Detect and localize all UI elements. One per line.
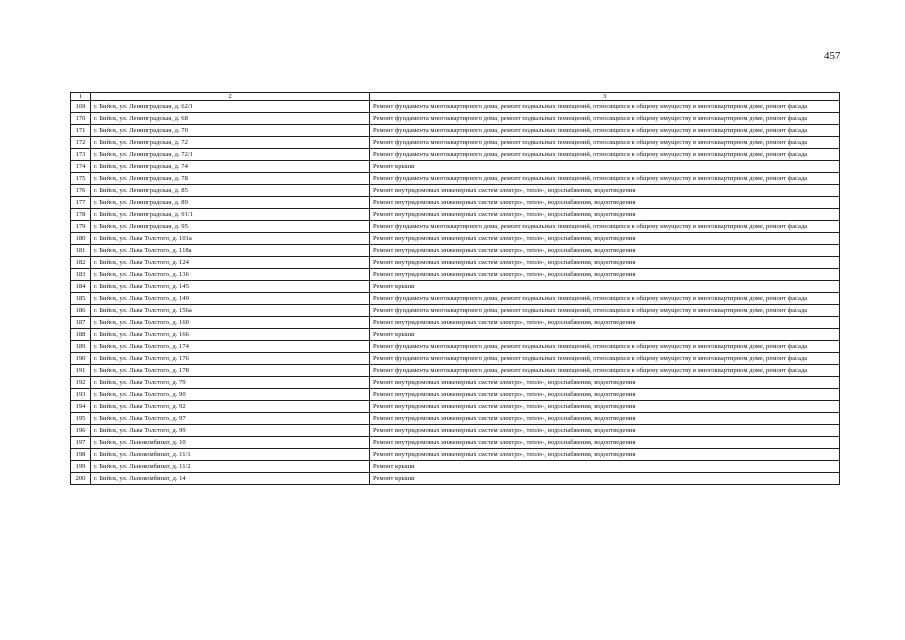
- row-address: г. Бийск, ул. Ленинградская, д. 72: [91, 137, 370, 149]
- row-address: г. Бийск, ул. Ленинградская, д. 74: [91, 161, 370, 173]
- row-address: г. Бийск, ул. Льва Толстого, д. 97: [91, 413, 370, 425]
- row-number: 173: [71, 149, 91, 161]
- table-row: [71, 353, 840, 365]
- column-header-address: 2: [91, 93, 370, 101]
- row-work-type: Ремонт фундамента многоквартирного дома, ремонт подвальных помещений, относящихся к общему имуществу в многоквартирном доме, ремонт фасада: [370, 305, 840, 317]
- row-address: г. Бийск, ул. Льнокомбинат, д. 10: [91, 437, 370, 449]
- row-address: г. Бийск, ул. Льва Толстого, д. 156а: [91, 305, 370, 317]
- table-row: [71, 389, 840, 401]
- row-number: 177: [71, 197, 91, 209]
- table-row: [71, 161, 840, 173]
- row-address: г. Бийск, ул. Ленинградская, д. 68: [91, 113, 370, 125]
- row-work-type: Ремонт крыши: [370, 461, 840, 473]
- row-address: г. Бийск, ул. Ленинградская, д. 91/1: [91, 209, 370, 221]
- row-number: 169: [71, 101, 91, 113]
- row-address: г. Бийск, ул. Льва Толстого, д. 136: [91, 269, 370, 281]
- table-row: [71, 125, 840, 137]
- row-work-type: Ремонт внутридомовых инженерных систем электро-, тепло-, водоснабжения, водоотведения: [370, 437, 840, 449]
- row-work-type: Ремонт внутридомовых инженерных систем электро-, тепло-, водоснабжения, водоотведения: [370, 269, 840, 281]
- table-row: [71, 185, 840, 197]
- row-number: 200: [71, 473, 91, 485]
- row-address: г. Бийск, ул. Льва Толстого, д. 149: [91, 293, 370, 305]
- table-row: [71, 197, 840, 209]
- row-address: г. Бийск, ул. Ленинградская, д. 85: [91, 185, 370, 197]
- row-address: г. Бийск, ул. Льва Толстого, д. 79: [91, 377, 370, 389]
- table-header-row: [71, 93, 840, 101]
- row-number: 189: [71, 341, 91, 353]
- row-address: г. Бийск, ул. Льва Толстого, д. 160: [91, 317, 370, 329]
- row-number: 176: [71, 185, 91, 197]
- table-row: [71, 173, 840, 185]
- row-address: г. Бийск, ул. Ленинградская, д. 89: [91, 197, 370, 209]
- row-number: 190: [71, 353, 91, 365]
- row-number: 174: [71, 161, 91, 173]
- row-address: г. Бийск, ул. Льва Толстого, д. 166: [91, 329, 370, 341]
- row-work-type: Ремонт внутридомовых инженерных систем электро-, тепло-, водоснабжения, водоотведения: [370, 233, 840, 245]
- table-row: [71, 137, 840, 149]
- row-number: 191: [71, 365, 91, 377]
- row-work-type: Ремонт внутридомовых инженерных систем электро-, тепло-, водоснабжения, водоотведения: [370, 401, 840, 413]
- row-address: г. Бийск, ул. Льва Толстого, д. 118а: [91, 245, 370, 257]
- table-body: [71, 101, 840, 485]
- row-work-type: Ремонт крыши: [370, 329, 840, 341]
- row-work-type: Ремонт внутридомовых инженерных систем электро-, тепло-, водоснабжения, водоотведения: [370, 425, 840, 437]
- row-address: г. Бийск, ул. Льнокомбинат, д. 11/1: [91, 449, 370, 461]
- row-number: 193: [71, 389, 91, 401]
- row-number: 188: [71, 329, 91, 341]
- table-row: [71, 209, 840, 221]
- row-number: 199: [71, 461, 91, 473]
- column-header-work-type: 3: [370, 93, 840, 101]
- table-row: [71, 281, 840, 293]
- row-work-type: Ремонт фундамента многоквартирного дома, ремонт подвальных помещений, относящихся к общему имуществу в многоквартирном доме, ремонт фасада: [370, 173, 840, 185]
- row-work-type: Ремонт внутридомовых инженерных систем электро-, тепло-, водоснабжения, водоотведения: [370, 389, 840, 401]
- row-address: г. Бийск, ул. Льнокомбинат, д. 11/2: [91, 461, 370, 473]
- column-header-number: 1: [71, 93, 91, 101]
- row-work-type: Ремонт внутридомовых инженерных систем электро-, тепло-, водоснабжения, водоотведения: [370, 377, 840, 389]
- row-address: г. Бийск, ул. Льва Толстого, д. 178: [91, 365, 370, 377]
- row-number: 180: [71, 233, 91, 245]
- row-address: г. Бийск, ул. Ленинградская, д. 70: [91, 125, 370, 137]
- row-number: 175: [71, 173, 91, 185]
- table-row: [71, 365, 840, 377]
- row-work-type: Ремонт фундамента многоквартирного дома, ремонт подвальных помещений, относящихся к общему имуществу в многоквартирном доме, ремонт фасада: [370, 113, 840, 125]
- row-number: 196: [71, 425, 91, 437]
- row-work-type: Ремонт внутридомовых инженерных систем электро-, тепло-, водоснабжения, водоотведения: [370, 185, 840, 197]
- table-row: [71, 425, 840, 437]
- row-number: 192: [71, 377, 91, 389]
- table-row: [71, 473, 840, 485]
- row-work-type: Ремонт фундамента многоквартирного дома, ремонт подвальных помещений, относящихся к общему имуществу в многоквартирном доме, ремонт фасада: [370, 149, 840, 161]
- table-row: [71, 461, 840, 473]
- row-address: г. Бийск, ул. Ленинградская, д. 78: [91, 173, 370, 185]
- row-work-type: Ремонт фундамента многоквартирного дома, ремонт подвальных помещений, относящихся к общему имуществу в многоквартирном доме, ремонт фасада: [370, 221, 840, 233]
- row-work-type: Ремонт крыши: [370, 161, 840, 173]
- row-number: 195: [71, 413, 91, 425]
- row-work-type: Ремонт фундамента многоквартирного дома, ремонт подвальных помещений, относящихся к общему имуществу в многоквартирном доме, ремонт фасада: [370, 341, 840, 353]
- row-work-type: Ремонт внутридомовых инженерных систем электро-, тепло-, водоснабжения, водоотведения: [370, 209, 840, 221]
- table-row: [71, 341, 840, 353]
- row-address: г. Бийск, ул. Льва Толстого, д. 145: [91, 281, 370, 293]
- row-number: 179: [71, 221, 91, 233]
- table-row: [71, 377, 840, 389]
- row-address: г. Бийск, ул. Льва Толстого, д. 92: [91, 401, 370, 413]
- row-work-type: Ремонт крыши: [370, 281, 840, 293]
- table-row: [71, 245, 840, 257]
- row-number: 198: [71, 449, 91, 461]
- row-work-type: Ремонт внутридомовых инженерных систем электро-, тепло-, водоснабжения, водоотведения: [370, 317, 840, 329]
- row-work-type: Ремонт крыши: [370, 473, 840, 485]
- row-work-type: Ремонт внутридомовых инженерных систем электро-, тепло-, водоснабжения, водоотведения: [370, 257, 840, 269]
- row-address: г. Бийск, ул. Льва Толстого, д. 124: [91, 257, 370, 269]
- row-number: 181: [71, 245, 91, 257]
- row-number: 186: [71, 305, 91, 317]
- row-address: г. Бийск, ул. Ленинградская, д. 95: [91, 221, 370, 233]
- row-number: 178: [71, 209, 91, 221]
- row-number: 194: [71, 401, 91, 413]
- row-number: 197: [71, 437, 91, 449]
- table-row: [71, 233, 840, 245]
- table-row: [71, 413, 840, 425]
- table-row: [71, 113, 840, 125]
- row-address: г. Бийск, ул. Льва Толстого, д. 99: [91, 425, 370, 437]
- row-work-type: Ремонт внутридомовых инженерных систем электро-, тепло-, водоснабжения, водоотведения: [370, 197, 840, 209]
- row-address: г. Бийск, ул. Льва Толстого, д. 176: [91, 353, 370, 365]
- row-number: 172: [71, 137, 91, 149]
- row-work-type: Ремонт фундамента многоквартирного дома, ремонт подвальных помещений, относящихся к общему имуществу в многоквартирном доме, ремонт фасада: [370, 137, 840, 149]
- page-number: 457: [824, 50, 841, 62]
- table-row: [71, 101, 840, 113]
- table-row: [71, 293, 840, 305]
- row-number: 182: [71, 257, 91, 269]
- repair-register-table: [70, 92, 840, 485]
- row-address: г. Бийск, ул. Ленинградская, д. 62/1: [91, 101, 370, 113]
- table-row: [71, 317, 840, 329]
- row-work-type: Ремонт фундамента многоквартирного дома, ремонт подвальных помещений, относящихся к общему имуществу в многоквартирном доме, ремонт фасада: [370, 125, 840, 137]
- table-row: [71, 257, 840, 269]
- row-number: 184: [71, 281, 91, 293]
- row-number: 187: [71, 317, 91, 329]
- row-address: г. Бийск, ул. Льва Толстого, д. 174: [91, 341, 370, 353]
- table-row: [71, 401, 840, 413]
- table-row: [71, 305, 840, 317]
- row-number: 185: [71, 293, 91, 305]
- row-work-type: Ремонт фундамента многоквартирного дома, ремонт подвальных помещений, относящихся к общему имуществу в многоквартирном доме, ремонт фасада: [370, 353, 840, 365]
- row-number: 170: [71, 113, 91, 125]
- row-address: г. Бийск, ул. Ленинградская, д. 72/1: [91, 149, 370, 161]
- table-row: [71, 329, 840, 341]
- row-work-type: Ремонт внутридомовых инженерных систем электро-, тепло-, водоснабжения, водоотведения: [370, 245, 840, 257]
- row-address: г. Бийск, ул. Льнокомбинат, д. 14: [91, 473, 370, 485]
- table-row: [71, 269, 840, 281]
- row-number: 183: [71, 269, 91, 281]
- table-row: [71, 149, 840, 161]
- row-number: 171: [71, 125, 91, 137]
- row-work-type: Ремонт внутридомовых инженерных систем электро-, тепло-, водоснабжения, водоотведения: [370, 413, 840, 425]
- row-work-type: Ремонт фундамента многоквартирного дома, ремонт подвальных помещений, относящихся к общему имуществу в многоквартирном доме, ремонт фасада: [370, 101, 840, 113]
- table-row: [71, 437, 840, 449]
- table-row: [71, 221, 840, 233]
- row-address: г. Бийск, ул. Льва Толстого, д. 90: [91, 389, 370, 401]
- row-address: г. Бийск, ул. Льва Толстого, д. 101а: [91, 233, 370, 245]
- row-work-type: Ремонт внутридомовых инженерных систем электро-, тепло-, водоснабжения, водоотведения: [370, 449, 840, 461]
- row-work-type: Ремонт фундамента многоквартирного дома, ремонт подвальных помещений, относящихся к общему имуществу в многоквартирном доме, ремонт фасада: [370, 293, 840, 305]
- table-row: [71, 449, 840, 461]
- row-work-type: Ремонт фундамента многоквартирного дома, ремонт подвальных помещений, относящихся к общему имуществу в многоквартирном доме, ремонт фасада: [370, 365, 840, 377]
